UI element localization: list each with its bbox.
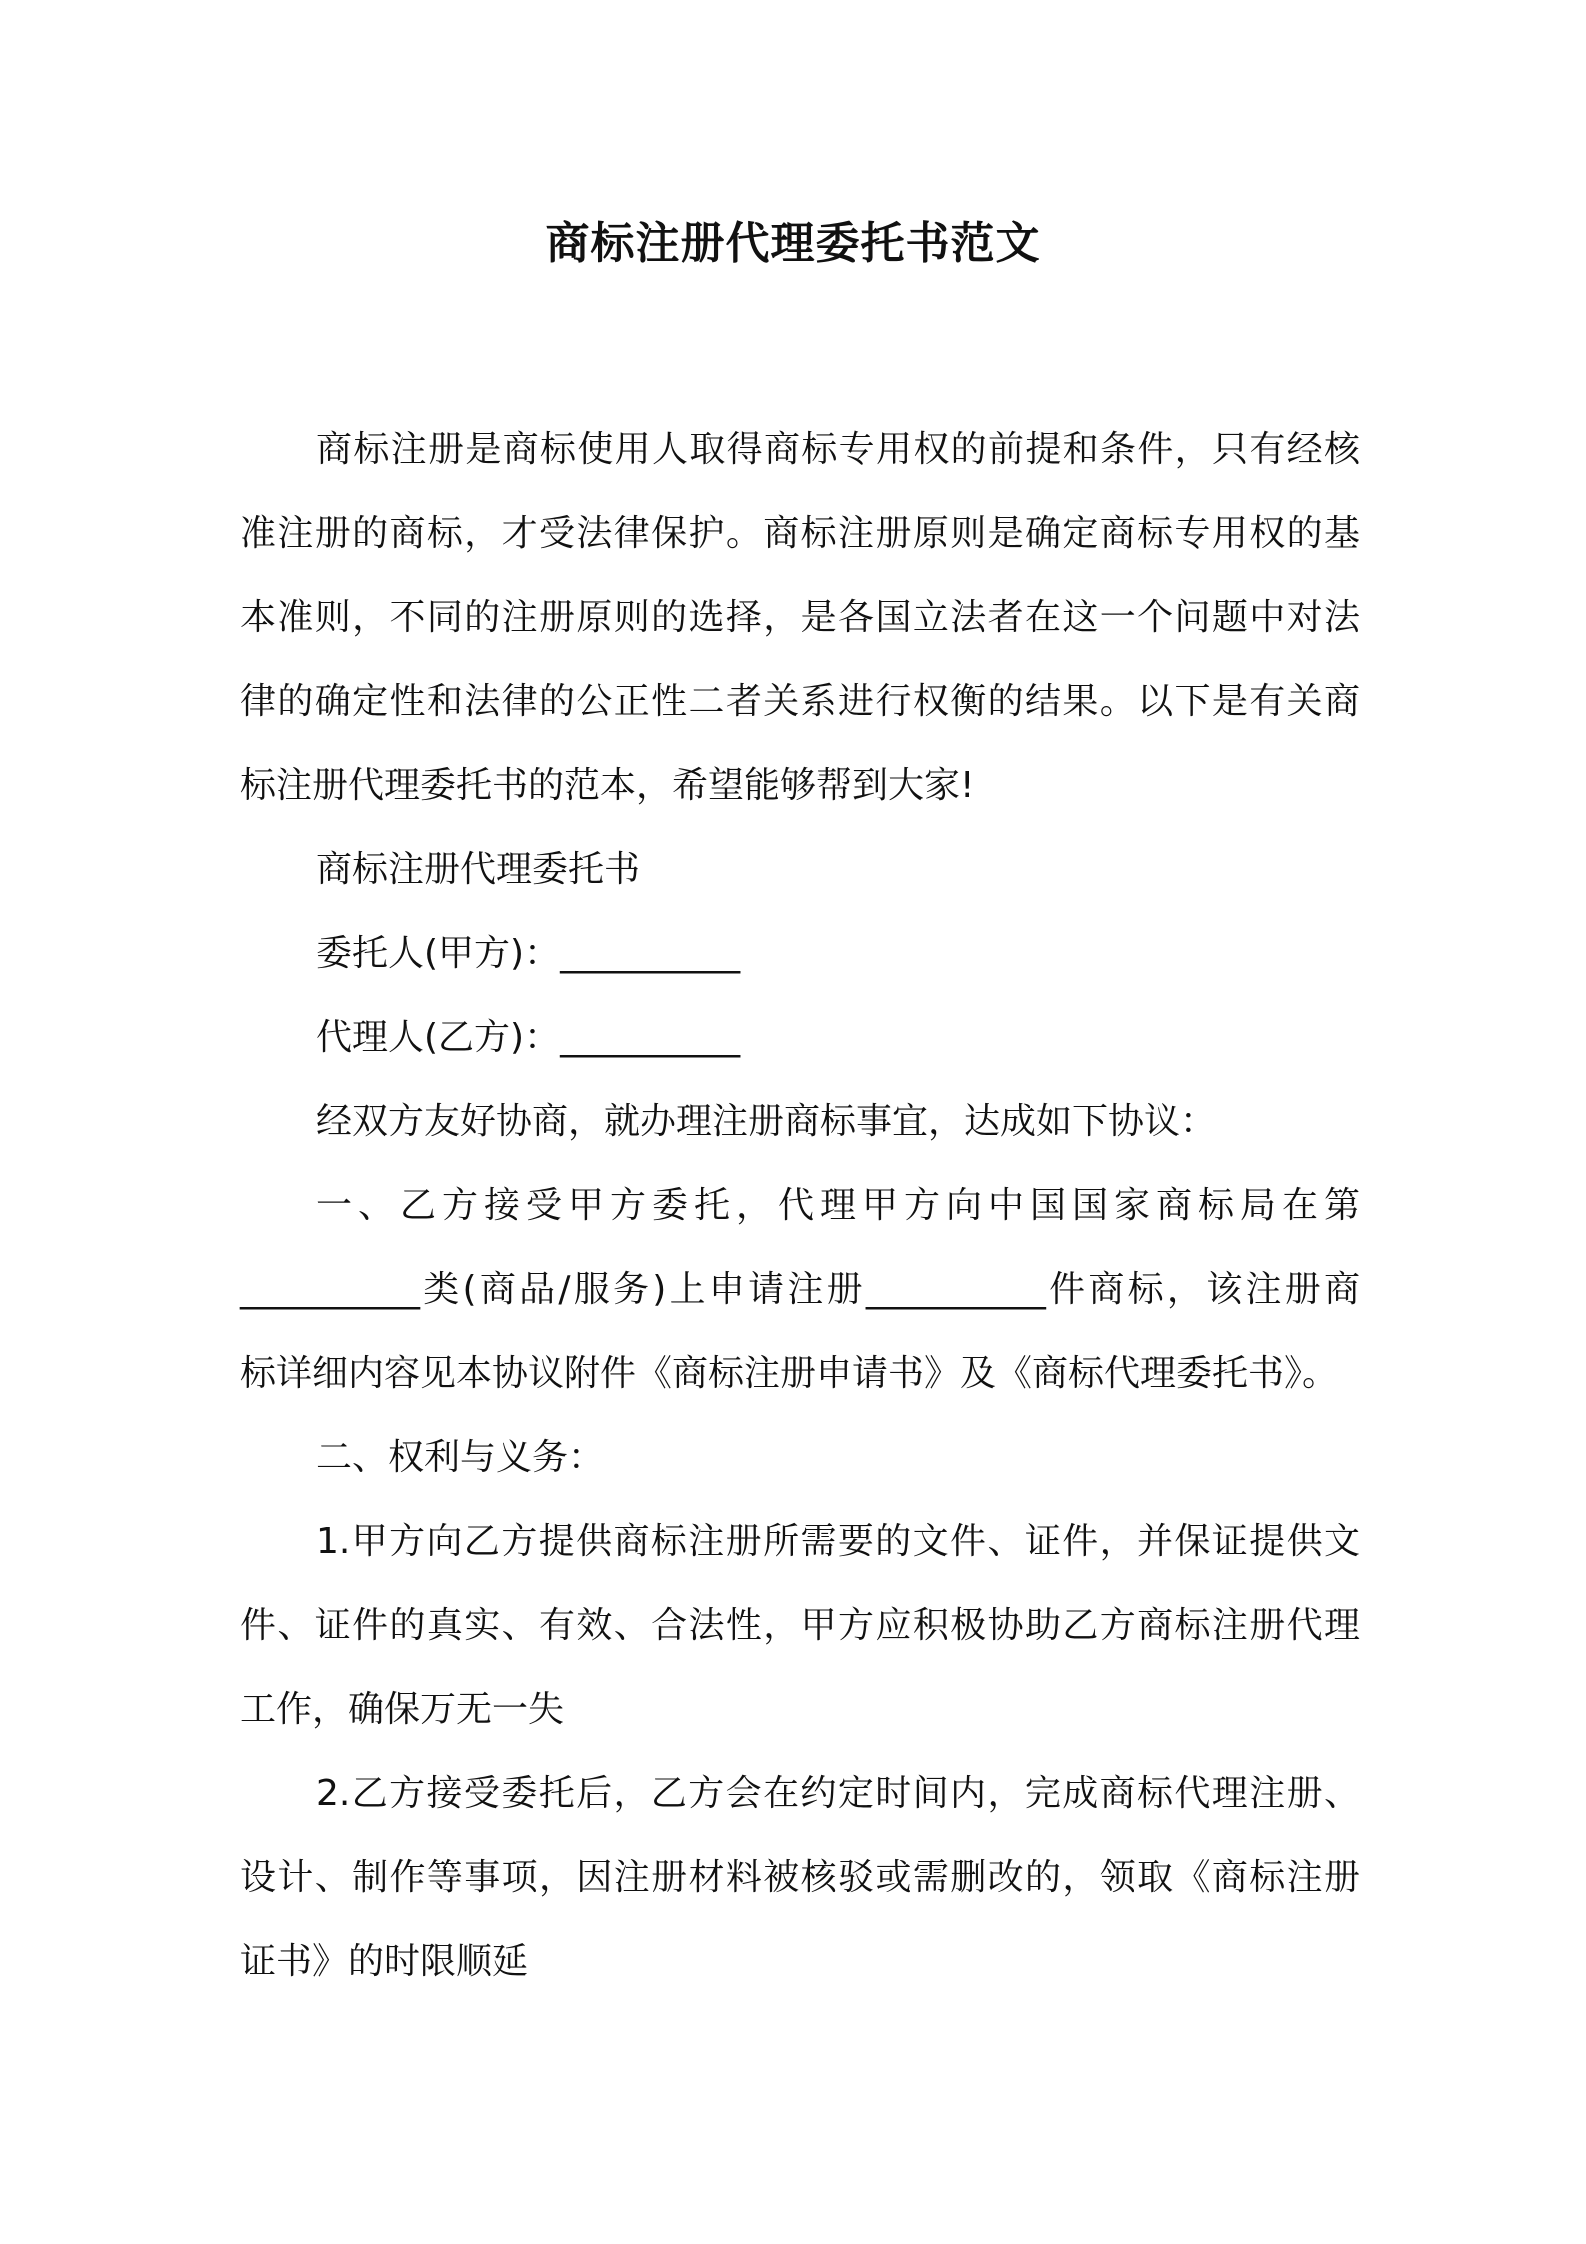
paragraph-line: 商标注册是商标使用人取得商标专用权的前提和条件，只有经核 xyxy=(316,429,1360,470)
document-body xyxy=(240,408,1360,2004)
clause-line: 一、乙方接受甲方委托，代理甲方向中国国家商标局在第 xyxy=(316,1185,1360,1226)
clause-line: 设计、制作等事项，因注册材料被核驳或需删改的，领取《商标注册 xyxy=(240,1857,1360,1898)
paragraph-line: 准注册的商标，才受法律保护。商标注册原则是确定商标专用权的基 xyxy=(240,513,1360,554)
paragraph-line: 律的确定性和法律的公正性二者关系进行权衡的结果。以下是有关商 xyxy=(240,681,1360,722)
clause-line: __________类(商品/服务)上申请注册__________件商标，该注册商 xyxy=(240,1269,1360,1310)
clause-line: 1.甲方向乙方提供商标注册所需要的文件、证件，并保证提供文 xyxy=(316,1521,1360,1562)
section-heading: 商标注册代理委托书 xyxy=(316,849,641,890)
paragraph-line: 本准则，不同的注册原则的选择，是各国立法者在这一个问题中对法 xyxy=(240,597,1360,638)
clause-line: 2.乙方接受委托后，乙方会在约定时间内，完成商标代理注册、 xyxy=(316,1773,1360,1814)
principal-field: 委托人(甲方)：__________ xyxy=(316,933,741,974)
clause-line: 件、证件的真实、有效、合法性，甲方应积极协助乙方商标注册代理 xyxy=(240,1605,1360,1646)
clause-line: 标详细内容见本协议附件《商标注册申请书》及《商标代理委托书》。 xyxy=(240,1353,1339,1394)
clause-line: 证书》的时限顺延 xyxy=(240,1941,529,1982)
paragraph-line: 经双方友好协商，就办理注册商标事宜，达成如下协议： xyxy=(316,1101,1217,1142)
section-heading: 二、权利与义务： xyxy=(316,1437,605,1478)
agent-field: 代理人(乙方)：__________ xyxy=(316,1017,741,1058)
paragraph-line: 标注册代理委托书的范本，希望能够帮到大家! xyxy=(240,765,975,806)
clause-line: 工作，确保万无一失 xyxy=(240,1689,565,1730)
document-title: 商标注册代理委托书范文 xyxy=(545,218,1041,269)
